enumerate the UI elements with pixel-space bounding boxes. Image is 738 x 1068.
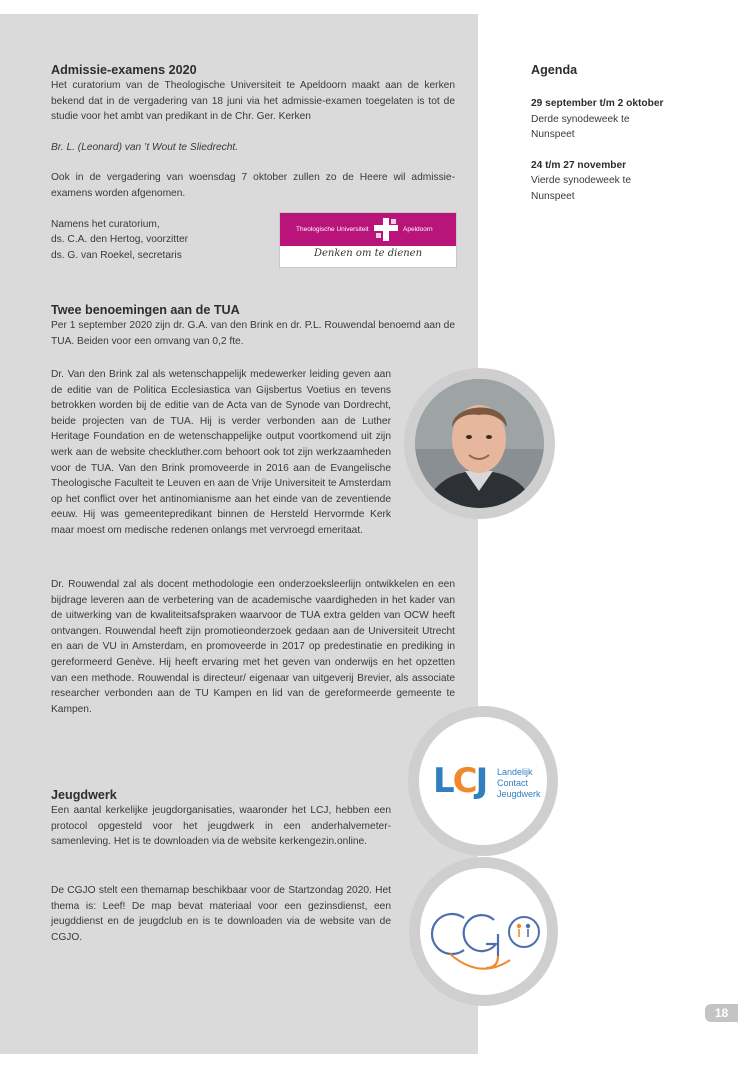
jeugdwerk-section-cgjo — [51, 883, 391, 945]
tua-logo-slogan: Denken om te dienen — [313, 248, 423, 259]
benoemingen-section-intro — [51, 302, 455, 349]
lcj-letter: J — [475, 761, 487, 801]
lcj-logo-line-1: Landelijk — [497, 767, 533, 777]
benoemingen-paragraph-2: Dr. Van den Brink zal als wetenschappelijk medewerker leiding geven aan de editie van de Politica Ecclesiastica van Gijsbertus Voetius en tevens betrokken worden bij de editie van de Acta van de Synode van Dordrecht, beide projecten van de TUA. Hij is verder verbonden aan de Luther Heritage Foundation en de wetenschappelijke output voortkomend uit zijn werk aan de website checkluther.com behoort ook tot zijn werkzaamheden voor de TUA. Van den Brink promoveerde in 2016 aan de Evangelische Theologische Faculteit te Leuven en aan de Vrije Universiteit te Amsterdam op het conflict over het antinomianisme aan het einde van de zeventiende eeuw. Hij was gemeentepredikant binnen de Hersteld Hervormde Kerk maar moest om medische redenen onlangs met vervroegd emeritaat. — [51, 369, 391, 536]
tua-logo-band — [280, 213, 456, 246]
lcj-letter: C — [452, 761, 476, 801]
portrait-illustration — [415, 379, 544, 508]
admissie-signature-3: ds. G. van Roekel, secretaris — [51, 249, 182, 261]
tua-logo — [279, 212, 457, 268]
jeugdwerk-paragraph-1: Een aantal kerkelijke jeugdorganisaties, waaronder het LCJ, hebben een protocol opgesteld voor het jeugdwerk in een anderhalvemeter-samenleving. Het is te downloaden via de website kerkengezin.online. — [51, 805, 391, 848]
lcj-logo — [408, 706, 558, 856]
admissie-candidate-name: Br. L. (Leonard) van ’t Wout te Sliedrecht. — [51, 141, 239, 153]
admissie-signature-1: Namens het curatorium, — [51, 218, 160, 230]
lcj-logo-line-2: Contact — [497, 778, 529, 788]
admissie-title: Admissie-examens 2020 — [51, 63, 197, 77]
agenda-item-date: 29 september t/m 2 oktober — [531, 98, 664, 109]
page-number-badge: 18 — [705, 1004, 738, 1022]
tua-cross-icon — [374, 218, 398, 241]
agenda-item — [531, 158, 711, 205]
lcj-logo-line-3: Jeugdwerk — [497, 789, 541, 799]
jeugdwerk-section — [51, 787, 391, 850]
cgjo-logo — [409, 857, 558, 1006]
benoemingen-section-brink — [51, 367, 391, 539]
portrait-photo — [404, 368, 555, 519]
jeugdwerk-paragraph-2: De CGJO stelt een themamap beschikbaar voor de Startzondag 2020. Het thema is: Leef! De map bevat materiaal voor een gezinsdienst, een jeugddienst en de jeugdclub en is te downloaden via de website van de CGJO. — [51, 885, 391, 943]
agenda-section — [531, 62, 711, 205]
agenda-title: Agenda — [531, 63, 578, 77]
lcj-letter: L — [433, 761, 453, 801]
admissie-paragraph-1: Het curatorium van de Theologische Universiteit te Apeldoorn maakt aan de kerken bekend dat in de vergadering van 18 juni via het admissie-examen toegelaten is tot de studie voor het ambt van predikant in de Chr. Ger. Kerken — [51, 80, 455, 123]
agenda-item-line-2: Nunspeet — [531, 129, 575, 141]
cgjo-logo-mark — [420, 868, 547, 995]
tua-logo-left-text: Theologische Universiteit — [296, 226, 369, 233]
benoemingen-paragraph-3: Dr. Rouwendal zal als docent methodologie een onderzoeksleerlijn ontwikkelen en een bijdrage leveren aan de verbetering van de academische vaardigheden in het kader van de uitwerking van de kwaliteitsafspraken waarvoor de TUA extra gelden van OCW heeft ontvangen. Rouwendal heeft zijn promotieonderzoek gedaan aan de Universiteit Utrecht en aan de VU in Amsterdam, en promoveerde in 2017 op predestinatie en prediking in gereformeerd Genève. Hij heeft ervaring met het geven van onderwijs en het opzetten van een methode. Rouwendal is directeur/ eigenaar van uitgeverij Brevier, als associate researcher verbonden aan de TU Kampen en lid van de gereformeerde gemeente te Kampen. — [51, 579, 455, 715]
admissie-paragraph-2: Ook in de vergadering van woensdag 7 oktober zullen zo de Heere wil admissie-examens worden afgenomen. — [51, 172, 455, 199]
lcj-logo-letters — [433, 761, 486, 801]
agenda-item-line-1: Vierde synodeweek te — [531, 175, 632, 187]
jeugdwerk-title: Jeugdwerk — [51, 788, 117, 802]
agenda-item-date: 24 t/m 27 november — [531, 159, 627, 171]
admissie-signature-2: ds. C.A. den Hertog, voorzitter — [51, 234, 189, 246]
benoemingen-title: Twee benoemingen aan de TUA — [51, 303, 240, 317]
benoemingen-paragraph-1: Per 1 september 2020 zijn dr. G.A. van den Brink en dr. P.L. Rouwendal benoemd aan de TUA. Beiden voor een omvang van 0,2 fte. — [51, 320, 455, 347]
agenda-item — [531, 96, 711, 143]
benoemingen-section-rouwendal — [51, 577, 455, 717]
tua-logo-right-text: Apeldoorn — [403, 226, 433, 233]
agenda-item-line-1: Derde synodeweek te — [531, 113, 630, 125]
agenda-item-line-2: Nunspeet — [531, 190, 575, 202]
